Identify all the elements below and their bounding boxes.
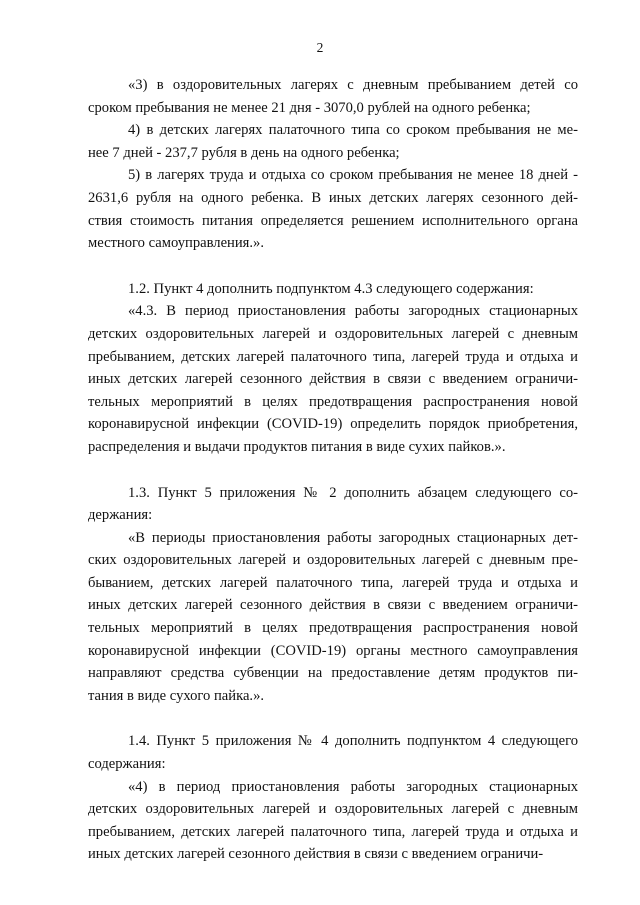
paragraph-p9 (88, 776, 578, 866)
paragraph-p8 (88, 730, 578, 775)
text-line: держания: (88, 507, 153, 524)
text-line: пребыванием, детских лагерей палаточного типа, лагерей труда и отдыха и (88, 348, 578, 365)
text-line: сроком пребывания не менее 21 дня - 3070,0 рублей на одного ребенка; (88, 99, 531, 116)
paragraph-p4 (88, 278, 578, 301)
text-line: «В периоды приостановления работы загородных стационарных дет- (128, 529, 578, 546)
paragraph-p5 (88, 300, 578, 458)
text-line: 2631,6 рубля на одного ребенка. В иных детских лагерях сезонного дей- (88, 189, 578, 206)
text-line: тельных мероприятий в целях предотвращения распространения новой (88, 620, 578, 637)
paragraph-p6 (88, 482, 578, 527)
text-line: детских оздоровительных лагерей и оздоровительных лагерей с дневным (88, 325, 578, 342)
paragraph-p2 (88, 119, 578, 164)
text-line: местного самоуправления.». (88, 235, 264, 252)
paragraph-p1 (88, 74, 578, 119)
paragraph-gap (88, 255, 578, 278)
paragraph-p7 (88, 527, 578, 708)
text-line: коронавирусной инфекции (COVID-19) органы местного самоуправления (88, 642, 578, 659)
text-line: ствия стоимость питания определяется решением исполнительного органа (88, 212, 578, 229)
text-line: иных детских лагерей сезонного действия в связи с введением ограничи- (88, 597, 578, 614)
text-line: 5) в лагерях труда и отдыха со сроком пребывания не менее 18 дней - (128, 167, 578, 184)
text-line: пребыванием, детских лагерей палаточного типа, лагерей труда и отдыха и (88, 823, 578, 840)
paragraph-gap (88, 707, 578, 730)
text-line: быванием, детских лагерей палаточного типа, лагерей труда и отдыха и (88, 574, 578, 591)
text-line: детских оздоровительных лагерей и оздоровительных лагерей с дневным (88, 801, 578, 818)
text-line: направляют средства субвенции на предоставление детям продуктов пи- (88, 665, 578, 682)
document-body (88, 74, 578, 866)
text-line: тельных мероприятий в целях предотвращения распространения новой (88, 393, 578, 410)
text-line: «3) в оздоровительных лагерях с дневным пребыванием детей со (128, 77, 578, 93)
paragraph-p3 (88, 164, 578, 254)
text-line: 1.4. Пункт 5 приложения № 4 дополнить подпунктом 4 следующего (128, 733, 578, 750)
text-line: ских оздоровительных лагерей и оздоровительных лагерей с дневным пре- (88, 552, 578, 569)
text-line: иных детских лагерей сезонного действия в связи с введением ограничи- (88, 371, 578, 388)
text-line: коронавирусной инфекции (COVID-19) определить порядок приобретения, (88, 416, 578, 433)
text-line: иных детских лагерей сезонного действия в связи с введением ограничи- (88, 846, 544, 863)
text-line: «4.3. В период приостановления работы загородных стационарных (128, 303, 578, 320)
text-line: «4) в период приостановления работы загородных стационарных (128, 778, 578, 795)
page-number: 2 (316, 40, 324, 55)
text-line: 4) в детских лагерях палаточного типа со сроком пребывания не ме- (128, 122, 578, 139)
text-line: распределения и выдачи продуктов питания в виде сухих пайков.». (88, 438, 506, 455)
text-line: тания в виде сухого пайка.». (88, 687, 265, 704)
text-line: содержания: (88, 756, 166, 773)
paragraph-gap (88, 459, 578, 482)
text-line: 1.2. Пункт 4 дополнить подпунктом 4.3 следующего содержания: (128, 280, 534, 297)
text-line: нее 7 дней - 237,7 рубля в день на одного ребенка; (88, 144, 400, 161)
text-line: 1.3. Пункт 5 приложения № 2 дополнить абзацем следующего со- (128, 484, 578, 501)
